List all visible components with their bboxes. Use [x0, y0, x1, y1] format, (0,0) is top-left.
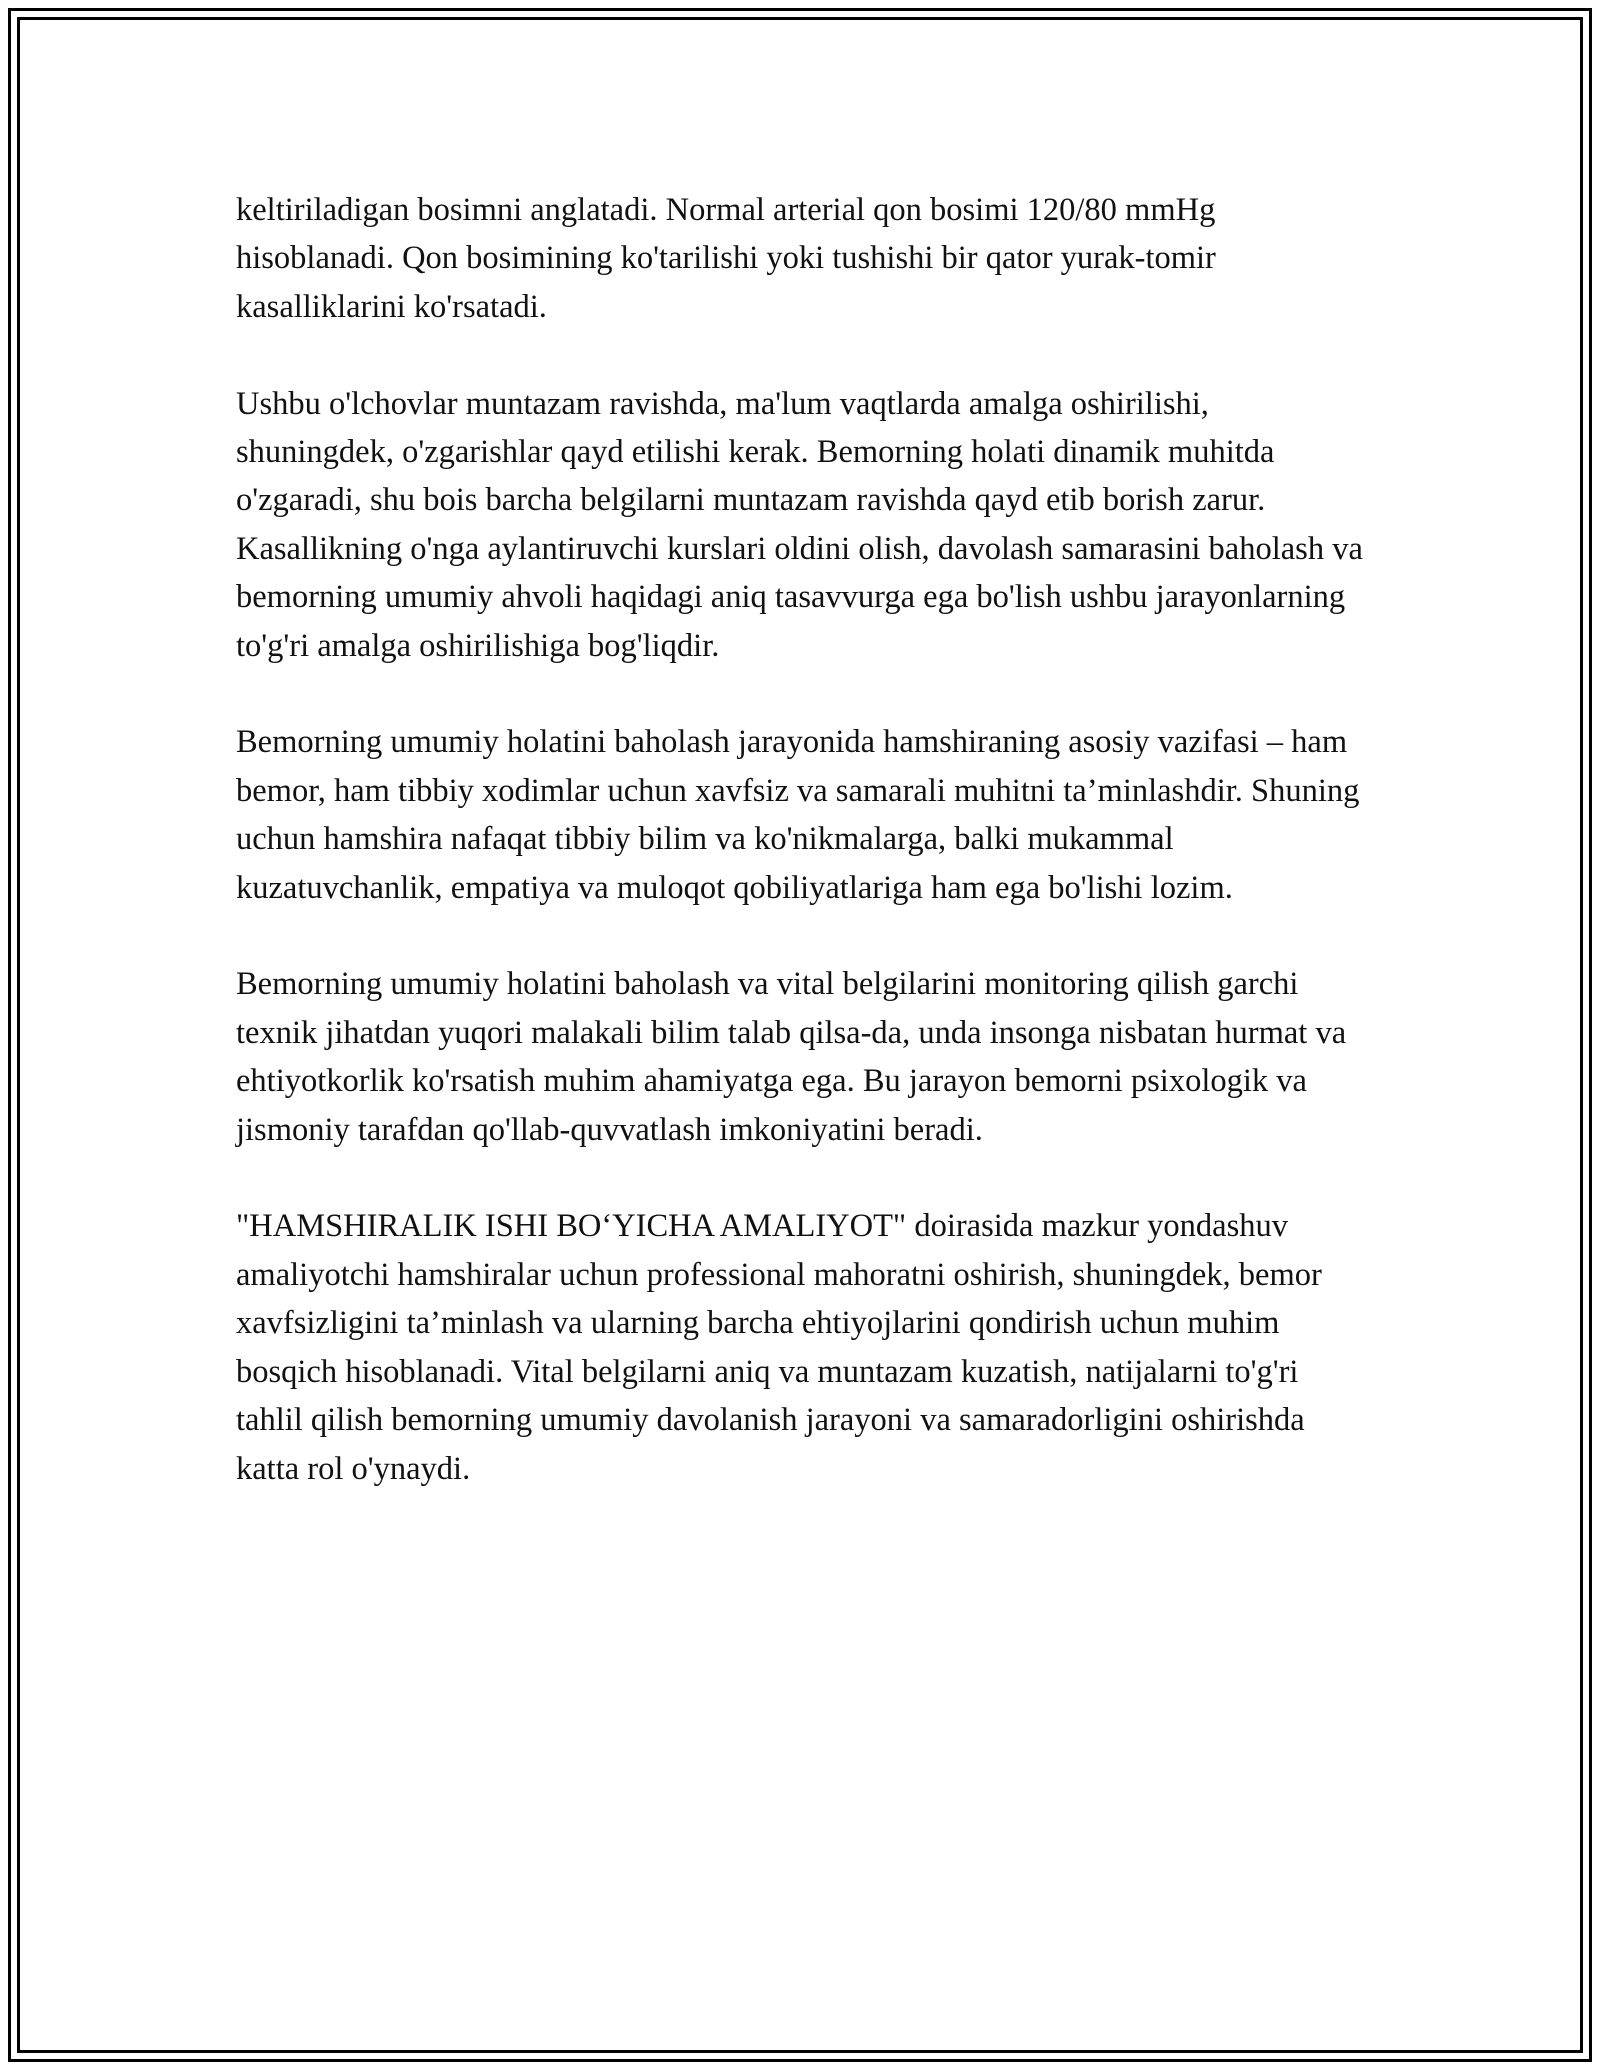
paragraph-conclusion: "HAMSHIRALIK ISHI BO‘YICHA AMALIYOT" doirasida mazkur yondashuv amaliyotchi hamshiralar uchun professional mahoratni oshirish, shuningdek, bemor xavfsizligini ta’minlash va ularning barcha ehtiyojlarini qondirish uchun muhim bosqich hisoblanadi. Vital belgilarni aniq va muntazam kuzatish, natijalarni to'g'ri tahlil qilish bemorning umumiy davolanish jarayoni va samaradorligini oshirishda katta rol o'ynaydi.	[236, 1208, 1322, 1487]
paragraph-blood-pressure: keltiriladigan bosimni anglatadi. Normal arterial qon bosimi 120/80 mmHg hisoblanadi. Qon bosimining ko'tarilishi yoki tushishi bir qator yurak-tomir kasalliklarini ko'rsatadi.	[236, 192, 1216, 325]
paragraph-nurse-role: Bemorning umumiy holatini baholash jarayonida hamshiraning asosiy vazifasi – ham bemor, ham tibbiy xodimlar uchun xavfsiz va samarali muhitni ta’minlashdir. Shuning uchun hamshira nafaqat tibbiy bilim va ko'nikmalarga, balki mukammal kuzatuvchanlik, empatiya va muloqot qobiliyatlariga ham ega bo'lishi lozim.	[236, 724, 1360, 906]
document-body	[236, 186, 1366, 1541]
paragraph-monitoring: Bemorning umumiy holatini baholash va vital belgilarini monitoring qilish garchi texnik jihatdan yuqori malakali bilim talab qilsa-da, unda insonga nisbatan hurmat va ehtiyotkorlik ko'rsatish muhim ahamiyatga ega. Bu jarayon bemorni psixologik va jismoniy tarafdan qo'llab-quvvatlash imkoniyatini beradi.	[236, 966, 1347, 1148]
paragraph-measurements: Ushbu o'lchovlar muntazam ravishda, ma'lum vaqtlarda amalga oshirilishi, shuningdek, o'zgarishlar qayd etilishi kerak. Bemorning holati dinamik muhitda o'zgaradi, shu bois barcha belgilarni muntazam ravishda qayd etib borish zarur. Kasallikning o'nga aylantiruvchi kurslari oldini olish, davolash samarasini baholash va bemorning umumiy ahvoli haqidagi aniq tasavvurga ega bo'lish ushbu jarayonlarning to'g'ri amalga oshirilishiga bog'liqdir.	[236, 385, 1363, 664]
